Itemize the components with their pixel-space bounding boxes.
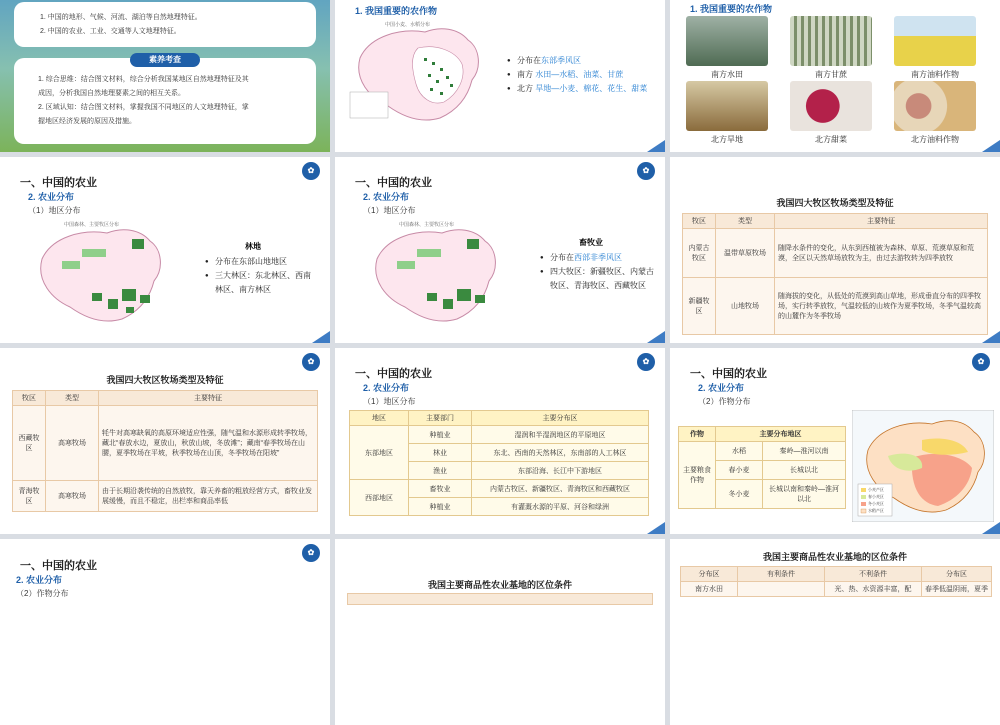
china-forest-map (22, 219, 172, 331)
header-area: 主要分布地区 (716, 427, 846, 442)
corner-decoration (982, 331, 1000, 343)
objective-line-2: 2. 中国的农业、工业、交通等人文地理特征。 (40, 28, 181, 35)
table-row (683, 229, 988, 278)
corner-decoration (647, 522, 665, 534)
slide-pasture-table-1[interactable] (670, 157, 1000, 343)
slide-objectives[interactable] (0, 0, 330, 152)
cell-area: 秦岭—淮河以南 (763, 442, 846, 461)
cell-sector: 种植业 (409, 498, 472, 516)
china-pasture-map (357, 219, 507, 331)
grain-table (678, 426, 846, 509)
cell-group: 主要粮食作物 (679, 442, 716, 509)
cell-sector: 渔业 (409, 462, 472, 480)
section-title: 一、中国的农业 (20, 560, 97, 572)
photo-sugarcane (790, 16, 872, 66)
slide-pasture-table-2[interactable] (0, 348, 330, 534)
slide-regional-distribution[interactable] (335, 348, 665, 534)
table-header-strip (347, 593, 653, 605)
commodity-table (680, 566, 992, 597)
logo-icon: ✿ (972, 353, 990, 371)
section-title: 一、中国的农业 (20, 177, 97, 189)
map-caption: 中国小麦、水稻分布 (385, 22, 431, 28)
corner-decoration (647, 140, 665, 152)
sub-sub-title: （1）地区分布 (28, 206, 81, 215)
box-title: 畜牧业 (579, 238, 603, 247)
literacy-line-3: 2. 区域认知：结合图文材料，掌握我国不同地区的人文地理特征，掌 (38, 104, 249, 111)
photo-rapeseed (894, 16, 976, 66)
table-row (679, 442, 846, 461)
caption-dryland: 北方旱地 (711, 135, 743, 144)
slide-commodity-bases-1[interactable] (335, 539, 665, 725)
table-header-row (683, 214, 988, 229)
slide-heading: 1. 我国重要的农作物 (690, 4, 773, 14)
cell-region: 西藏牧区 (13, 406, 46, 481)
logo-icon: ✿ (302, 353, 320, 371)
bullet-forest-regions-cont: 林区、南方林区 (215, 285, 271, 294)
section-title: 一、中国的农业 (355, 368, 432, 380)
corner-decoration (982, 140, 1000, 152)
table-row (683, 278, 988, 335)
sub-title: 2. 农业分布 (363, 192, 410, 202)
legend-item: 小麦产区 (868, 487, 884, 492)
slide-pasture-distribution[interactable] (335, 157, 665, 343)
photo-dryland (686, 81, 768, 131)
bullet-forest-regions: ● 三大林区：东北林区、西南 (205, 269, 311, 283)
header-region: 牧区 (13, 391, 46, 406)
box-title: 林地 (245, 242, 261, 251)
cell-cons: 春季低温阴雨，夏季 (922, 582, 992, 597)
bullet-forest-location: ● 分布在东部山地地区 (205, 255, 311, 269)
cell-sector: 畜牧业 (409, 480, 472, 498)
table-title: 我国主要商品性农业基地的区位条件 (427, 580, 572, 590)
cell-crop: 春小麦 (716, 461, 763, 480)
objective-line-1: 1. 中国的地形、气候、河流、湖泊等自然地理特征。 (40, 14, 202, 21)
cell-crop: 冬小麦 (716, 480, 763, 509)
sub-sub-title: （1）地区分布 (363, 206, 416, 215)
cell-sector: 种植业 (409, 426, 472, 444)
caption-oilseed: 北方油料作物 (911, 135, 959, 144)
cell-area: 长城以南和秦岭—淮河以北 (763, 480, 846, 509)
header-sector: 主要部门 (409, 411, 472, 426)
literacy-pill: 素养考查 (130, 53, 200, 67)
literacy-card (14, 58, 316, 144)
photo-beet (790, 81, 872, 131)
bullet-north: ● 北方 旱地—小麦、棉花、花生、甜菜 (507, 82, 647, 96)
pasture-table-1 (682, 213, 988, 335)
header-cons: 不利条件 (825, 567, 922, 582)
table-title: 我国主要商品性农业基地的区位条件 (762, 552, 907, 562)
bullet-pasture-regions: ● 四大牧区：新疆牧区、内蒙古 (540, 265, 654, 279)
map-caption: 中国森林、主要牧区分布 (399, 222, 455, 228)
cell-type: 高寒牧场 (46, 406, 99, 481)
header-area-2: 分布区 (922, 567, 992, 582)
bullet-south: ● 南方 水田—水稻、油菜、甘蔗 (507, 68, 647, 82)
logo-icon: ✿ (302, 544, 320, 562)
header-region: 地区 (350, 411, 409, 426)
literacy-line-4: 握地区经济发展的原因及措施。 (38, 118, 136, 125)
regional-table (349, 410, 649, 516)
china-crop-map (340, 18, 490, 128)
caption-beet: 北方甜菜 (815, 135, 847, 144)
cell-crop: 水稻 (716, 442, 763, 461)
sub-sub-title: （2）作物分布 (16, 589, 69, 598)
header-area: 主要分布区 (472, 411, 649, 426)
bullet-east: ● 分布在东部季风区 (507, 54, 647, 68)
sub-sub-title: （1）地区分布 (363, 397, 416, 406)
sub-title: 2. 农业分布 (698, 383, 745, 393)
logo-icon: ✿ (302, 162, 320, 180)
literacy-line-1: 1. 综合思维：结合图文材料，综合分析我国某地区自然地理特征及其 (38, 76, 249, 83)
caption-rapeseed: 南方油料作物 (911, 70, 959, 79)
legend-item: 冬小麦区 (868, 501, 884, 506)
slide-commodity-bases-2[interactable] (670, 539, 1000, 725)
cell-area: 有灌溉水源的平原、河谷和绿洲 (472, 498, 649, 516)
header-type: 类型 (716, 214, 775, 229)
photo-oilseed (894, 81, 976, 131)
table-row (13, 481, 318, 512)
logo-icon: ✿ (637, 353, 655, 371)
sub-sub-title: （2）作物分布 (698, 397, 751, 406)
table-row (681, 582, 992, 597)
photo-paddy (686, 16, 768, 66)
cell-pros: 光、热、水资源丰富，配 (825, 582, 922, 597)
table-header-row (13, 391, 318, 406)
cell-features: 由于长期沿袭传统的自然放牧，靠天养畜的粗放经营方式，畜牧业发展缓慢，而且不稳定，出栏率和商品率低 (99, 481, 318, 512)
caption-paddy: 南方水田 (711, 70, 743, 79)
slide-crops-map[interactable] (335, 0, 665, 152)
table-header-row (350, 411, 649, 426)
objectives-card (14, 2, 316, 47)
slide-heading: 1. 我国重要的农作物 (355, 6, 438, 16)
logo-icon: ✿ (637, 162, 655, 180)
cell-region: 内蒙古牧区 (683, 229, 716, 278)
table-title: 我国四大牧区牧场类型及特征 (776, 198, 894, 208)
header-features: 主要特征 (775, 214, 988, 229)
slide-crops-photos[interactable] (670, 0, 1000, 152)
bullet-pasture-regions-cont: 牧区、青海牧区、西藏牧区 (550, 281, 646, 290)
pasture-bullets (540, 251, 654, 293)
corner-decoration (647, 331, 665, 343)
cell-type: 高寒牧场 (46, 481, 99, 512)
table-title: 我国四大牧区牧场类型及特征 (106, 375, 224, 385)
cell-area: 湿润和半湿润地区的平原地区 (472, 426, 649, 444)
table-header-row (681, 567, 992, 582)
cell-features: 随海拔的变化，从低处的荒漠到高山草地，形成垂直分布的四季牧场，实行转季放牧，气温较低的山坡作为夏季牧场，冬季气温较高的山麓作为冬季牧场 (775, 278, 988, 335)
cell-region: 东部地区 (350, 426, 409, 480)
cell-area: 东北、西南的天然林区，东南部的人工林区 (472, 444, 649, 462)
sub-title: 2. 农业分布 (28, 192, 75, 202)
section-title: 一、中国的农业 (690, 368, 767, 380)
cell-empty (738, 582, 825, 597)
sub-title: 2. 农业分布 (363, 383, 410, 393)
corner-decoration (982, 522, 1000, 534)
legend-item: 春小麦区 (868, 494, 884, 499)
cell-type: 温带草原牧场 (716, 229, 775, 278)
caption-sugarcane: 南方甘蔗 (815, 70, 847, 79)
header-pros: 有利条件 (738, 567, 825, 582)
cell-sector: 林业 (409, 444, 472, 462)
table-header-row (679, 427, 846, 442)
pasture-table-2 (12, 390, 318, 512)
header-region: 牧区 (683, 214, 716, 229)
cell-type: 山地牧场 (716, 278, 775, 335)
map-caption: 中国森林、主要牧区分布 (64, 222, 120, 228)
sub-title: 2. 农业分布 (16, 575, 63, 585)
table-row (350, 426, 649, 444)
literacy-line-2: 成因，分析我国自然地理要素之间的相互关系。 (38, 90, 185, 97)
header-type: 类型 (46, 391, 99, 406)
cell-area: 南方水田 (681, 582, 738, 597)
table-row (350, 480, 649, 498)
cell-region: 青海牧区 (13, 481, 46, 512)
table-row (13, 406, 318, 481)
header-area: 分布区 (681, 567, 738, 582)
header-features: 主要特征 (99, 391, 318, 406)
cell-area: 长城以北 (763, 461, 846, 480)
header-crop: 作物 (679, 427, 716, 442)
forest-bullets (205, 255, 311, 297)
corner-decoration (312, 331, 330, 343)
slide-crop-distribution-2[interactable] (0, 539, 330, 725)
cell-features: 牦牛对高寒缺氧的高原环境适应性强，随气温和水源形成转季牧场，藏北“春放水边，夏放山，秋放山坡，冬放滩”；藏南“春季牧场在山腰，夏季牧场在平坡，秋季牧场在山顶，冬季牧场在阳坡” (99, 406, 318, 481)
section-title: 一、中国的农业 (355, 177, 432, 189)
crop-bullets (507, 54, 647, 96)
cell-area: 内蒙古牧区、新疆牧区、青海牧区和西藏牧区 (472, 480, 649, 498)
slide-forest-distribution[interactable] (0, 157, 330, 343)
cell-region: 西部地区 (350, 480, 409, 516)
cell-features: 随降水条件的变化，从东到西植被为森林、草原、荒漠草原和荒漠，全区以天然草场放牧为主，由过去游牧转为四季放牧 (775, 229, 988, 278)
slide-crop-distribution[interactable] (670, 348, 1000, 534)
cell-area: 东部沿海、长江中下游地区 (472, 462, 649, 480)
legend-item: 水稻产区 (868, 508, 884, 513)
map-legend (868, 486, 884, 514)
bullet-pasture-location: ● 分布在西部非季风区 (540, 251, 654, 265)
cell-region: 新疆牧区 (683, 278, 716, 335)
